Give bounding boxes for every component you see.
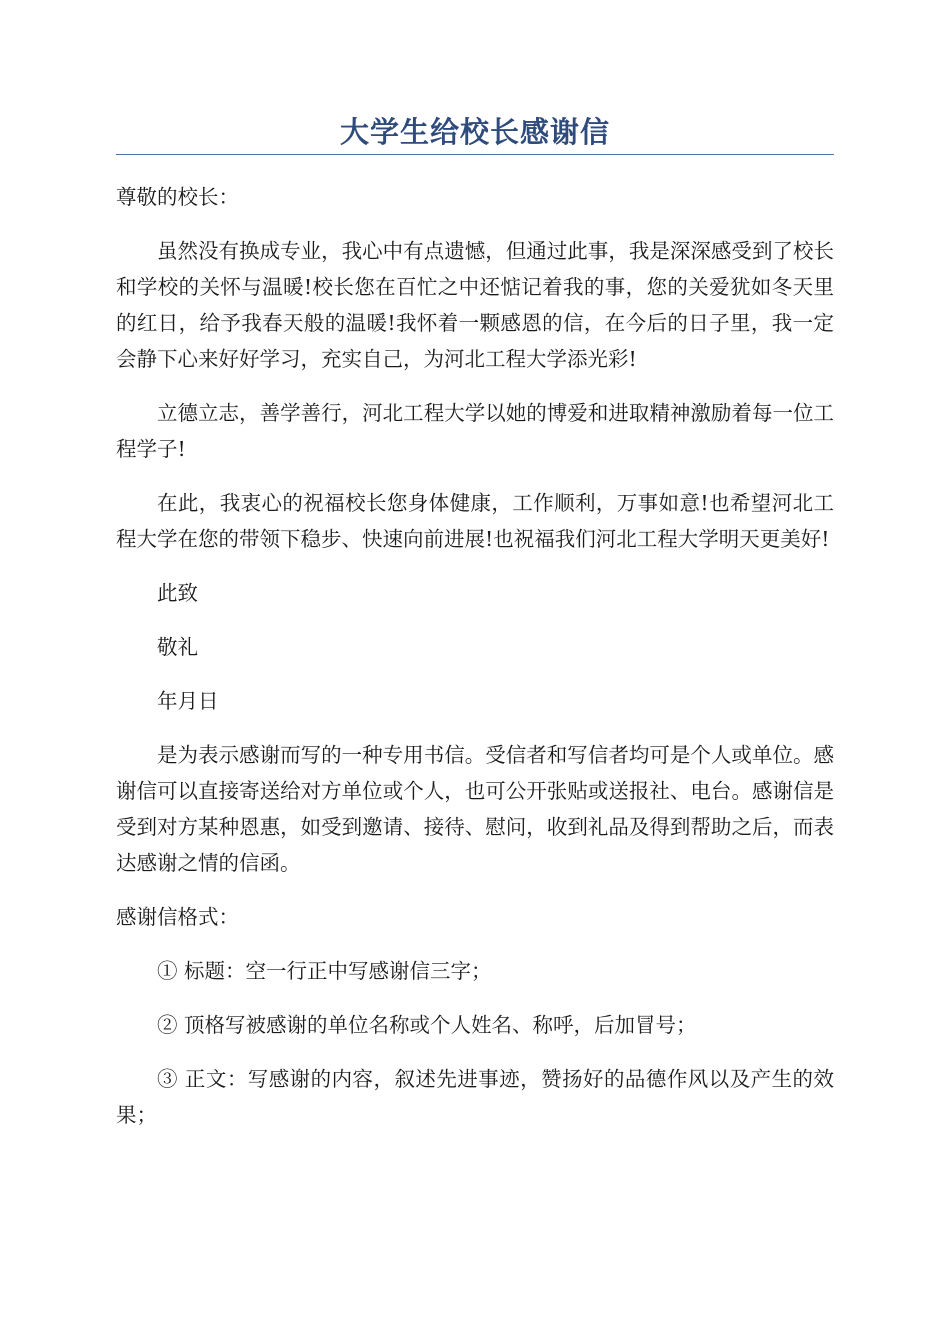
format-heading: 感谢信格式： [116,905,239,929]
explanation-paragraph: 是为表示感谢而写的一种专用书信。受信者和写信者均可是个人或单位。感谢信可以直接寄送给对方单位或个人，也可公开张贴或送报社、电台。感谢信是受到对方某种恩惠，如受到邀请、接待、慰问，收到礼品及得到帮助之后，而表达感谢之情的信函。 [116,743,834,875]
salutation: 尊敬的校长： [116,185,239,209]
body-paragraph-2: 立德立志，善学善行，河北工程大学以她的博爱和进取精神激励着每一位工程学子! [116,401,834,461]
format-item-2: ② 顶格写被感谢的单位名称或个人姓名、称呼，后加冒号； [157,1013,697,1037]
closing-line-2: 敬礼 [157,635,198,659]
closing-date: 年月日 [157,689,219,713]
format-item-3: ③ 正文：写感谢的内容，叙述先进事迹，赞扬好的品德作风以及产生的效果； [116,1067,834,1127]
document-title: 大学生给校长感谢信 [339,115,610,149]
body-paragraph-1: 虽然没有换成专业，我心中有点遗憾，但通过此事，我是深深感受到了校长和学校的关怀与温暖!校长您在百忙之中还惦记着我的事，您的关爱犹如冬天里的红日，给予我春天般的温暖!我怀着一颗感恩的信，在今后的日子里，我一定会静下心来好好学习，充实自己，为河北工程大学添光彩! [116,239,834,371]
title-underline [116,154,834,155]
body-paragraph-3: 在此，我衷心的祝福校长您身体健康，工作顺利，万事如意!也希望河北工程大学在您的带领下稳步、快速向前进展!也祝福我们河北工程大学明天更美好! [116,491,834,551]
format-item-1: ① 标题：空一行正中写感谢信三字； [157,959,492,983]
document-page [116,112,834,1133]
closing-line-1: 此致 [157,581,198,605]
